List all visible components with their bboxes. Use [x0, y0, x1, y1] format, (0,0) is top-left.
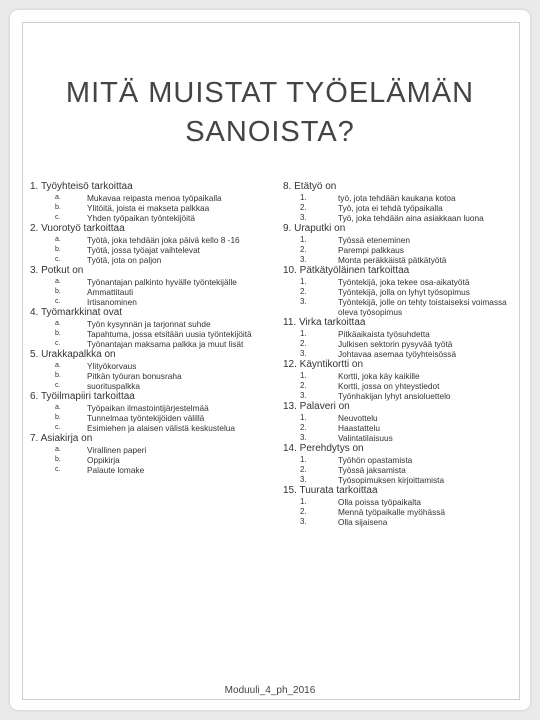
- answer-option: [30, 297, 270, 307]
- option-marker: c.: [55, 214, 61, 221]
- answer-option: [283, 213, 518, 223]
- option-text: Työntekijä, joka tekee osa-aikatyötä: [338, 277, 470, 287]
- question-heading: 8. Etätyö on: [283, 181, 337, 192]
- option-marker: a.: [55, 194, 61, 201]
- answer-option: [283, 255, 518, 265]
- question-heading: 12. Käyntikortti on: [283, 359, 364, 370]
- answer-option: [30, 339, 270, 349]
- option-text: Ylitöitä, joista ei makseta palkkaa: [87, 203, 210, 213]
- question-section: [283, 443, 518, 485]
- question-section: [30, 391, 270, 433]
- option-marker: b.: [55, 204, 61, 211]
- answer-option: [283, 235, 518, 245]
- answer-option: [283, 517, 518, 527]
- option-text: Irtisanominen: [87, 297, 137, 307]
- option-marker: 3.: [300, 349, 307, 358]
- option-text: Neuvottelu: [338, 413, 378, 423]
- option-marker: 2.: [300, 339, 307, 348]
- option-text: Työtä, jota on paljon: [87, 255, 162, 265]
- option-text: Työtä, joka tehdään joka päivä kello 8 -16: [87, 235, 240, 245]
- answer-option: [30, 413, 270, 423]
- option-marker: 2.: [300, 507, 307, 516]
- option-text: Kortti, joka käy kaikille: [338, 371, 420, 381]
- answer-option: [30, 361, 270, 371]
- option-text: Esimiehen ja alaisen välistä keskustelua: [87, 423, 236, 433]
- option-text: Työhön opastamista: [338, 455, 413, 465]
- option-marker: a.: [55, 278, 61, 285]
- answer-option: [30, 255, 270, 265]
- option-text: Virallinen paperi: [87, 445, 147, 455]
- answer-option: [283, 423, 518, 433]
- option-text: Mennä työpaikalle myöhässä: [338, 507, 445, 517]
- left-question-column: [30, 181, 270, 475]
- question-section: [30, 307, 270, 349]
- question-heading: 4. Työmarkkinat ovat: [30, 307, 123, 318]
- option-marker: 2.: [300, 423, 307, 432]
- question-heading: 5. Urakkapalkka on: [30, 349, 116, 360]
- answer-option: [283, 371, 518, 381]
- question-heading: 6. Työilmapiiri tarkoittaa: [30, 391, 135, 402]
- option-text: Työntekijä, jolla on lyhyt työsopimus: [338, 287, 470, 297]
- option-marker: b.: [55, 456, 61, 463]
- option-text: Haastattelu: [338, 423, 380, 433]
- question-heading: 13. Palaveri on: [283, 401, 350, 412]
- answer-option: [30, 277, 270, 287]
- answer-option: [283, 465, 518, 475]
- option-marker: 3.: [300, 517, 307, 526]
- answer-option: [30, 445, 270, 455]
- option-text: Ammattitauti: [87, 287, 134, 297]
- option-marker: 3.: [300, 475, 307, 484]
- right-question-column: [283, 181, 518, 527]
- option-text: Työ, jota ei tehdä työpaikalla: [338, 203, 443, 213]
- answer-option: [283, 413, 518, 423]
- option-text: Työssä jaksamista: [338, 465, 406, 475]
- option-text: Työnantajan maksama palkka ja muut lisät: [87, 339, 244, 349]
- slide-title: [22, 74, 518, 152]
- option-marker: a.: [55, 446, 61, 453]
- answer-option: [283, 203, 518, 213]
- option-text: Valintatilaisuus: [338, 433, 393, 443]
- question-section: [283, 181, 518, 223]
- option-marker: 2.: [300, 245, 307, 254]
- option-text: Pitkän työuran bonusraha: [87, 371, 182, 381]
- option-marker: 1.: [300, 371, 307, 380]
- option-text: Olla sijaisena: [338, 517, 388, 527]
- option-text: Mukavaa reipasta menoa työpaikalla: [87, 193, 222, 203]
- option-marker: c.: [55, 298, 61, 305]
- answer-option: [283, 475, 518, 485]
- option-marker: 1.: [300, 277, 307, 286]
- answer-option: [30, 329, 270, 339]
- answer-option: [30, 371, 270, 381]
- answer-option: [30, 213, 270, 223]
- answer-option: [30, 245, 270, 255]
- answer-option: [283, 245, 518, 255]
- option-text: Oppikirja: [87, 455, 120, 465]
- answer-option: [30, 193, 270, 203]
- answer-option: [283, 381, 518, 391]
- option-text: Julkisen sektorin pysyvää työtä: [338, 339, 453, 349]
- option-text: Työpaikan ilmastointijärjestelmää: [87, 403, 209, 413]
- option-text: Tunnelmaa työntekijöiden välillä: [87, 413, 205, 423]
- question-section: [283, 485, 518, 527]
- question-heading: 9. Uraputki on: [283, 223, 346, 234]
- option-text: Työsopimuksen kirjoittamista: [338, 475, 445, 485]
- question-section: [30, 433, 270, 475]
- answer-option: [283, 339, 518, 349]
- question-heading: 1. Työyhteisö tarkoittaa: [30, 181, 133, 192]
- title-line-1: MITÄ MUISTAT TYÖELÄMÄN: [65, 77, 475, 110]
- question-section: [283, 265, 518, 317]
- question-heading: 15. Tuurata tarkoittaa: [283, 485, 378, 496]
- option-marker: 1.: [300, 329, 307, 338]
- answer-option: [283, 349, 518, 359]
- option-marker: 1.: [300, 235, 307, 244]
- option-marker: 3.: [300, 297, 307, 306]
- option-text: Työn kysynnän ja tarjonnat suhde: [87, 319, 211, 329]
- option-text: Parempi palkkaus: [338, 245, 404, 255]
- option-text: Pitkäaikaista työsuhdetta: [338, 329, 430, 339]
- option-marker: 2.: [300, 287, 307, 296]
- option-text: Yhden työpaikan työntekijöitä: [87, 213, 195, 223]
- option-text: Johtavaa asemaa työyhteisössä: [338, 349, 457, 359]
- title-line-2: SANOISTA?: [185, 116, 355, 149]
- answer-option: [30, 381, 270, 391]
- question-section: [283, 359, 518, 401]
- option-text: työ, jota tehdään kaukana kotoa: [338, 193, 456, 203]
- option-marker: 3.: [300, 255, 307, 264]
- answer-option: [283, 391, 518, 401]
- option-text: Kortti, jossa on yhteystiedot: [338, 381, 440, 391]
- answer-option: [30, 403, 270, 413]
- option-marker: c.: [55, 256, 61, 263]
- option-marker: b.: [55, 414, 61, 421]
- option-marker: a.: [55, 404, 61, 411]
- question-section: [283, 401, 518, 443]
- option-marker: 2.: [300, 203, 307, 212]
- answer-option: [283, 193, 518, 203]
- answer-option: [30, 455, 270, 465]
- question-heading: 14. Perehdytys on: [283, 443, 364, 454]
- question-heading: 10. Pätkätyöläinen tarkoittaa: [283, 265, 410, 276]
- option-marker: a.: [55, 362, 61, 369]
- option-marker: c.: [55, 466, 61, 473]
- answer-option: [283, 287, 518, 297]
- answer-option: [283, 455, 518, 465]
- option-marker: b.: [55, 330, 61, 337]
- option-marker: a.: [55, 236, 61, 243]
- answer-option: [283, 297, 518, 317]
- question-section: [30, 349, 270, 391]
- option-text: Ylityökorvaus: [87, 361, 137, 371]
- answer-option: [283, 497, 518, 507]
- option-text: Työ, joka tehdään aina asiakkaan luona: [338, 213, 484, 223]
- option-text: suorituspalkka: [87, 381, 141, 391]
- option-text: Olla poissa työpaikalta: [338, 497, 422, 507]
- answer-option: [283, 329, 518, 339]
- answer-option: [283, 433, 518, 443]
- option-text: Työtä, jossa työajat vaihtelevat: [87, 245, 200, 255]
- answer-option: [283, 507, 518, 517]
- option-marker: 1.: [300, 413, 307, 422]
- answer-option: [283, 277, 518, 287]
- answer-option: [30, 423, 270, 433]
- footer-text: Moduuli_4_ph_2016: [224, 685, 316, 696]
- option-marker: 3.: [300, 213, 307, 222]
- option-marker: c.: [55, 340, 61, 347]
- question-heading: 7. Asiakirja on: [30, 433, 93, 444]
- question-heading: 3. Potkut on: [30, 265, 84, 276]
- question-heading: 11. Virka tarkoittaa: [283, 317, 366, 328]
- option-marker: b.: [55, 288, 61, 295]
- option-text: Monta peräkkäistä pätkätyötä: [338, 255, 447, 265]
- option-text: Työnhakijan lyhyt ansioluettelo: [338, 391, 451, 401]
- option-marker: 2.: [300, 381, 307, 390]
- option-marker: 1.: [300, 497, 307, 506]
- question-heading: 2. Vuorotyö tarkoittaa: [30, 223, 125, 234]
- answer-option: [30, 203, 270, 213]
- option-marker: 2.: [300, 465, 307, 474]
- option-marker: 3.: [300, 433, 307, 442]
- option-marker: c.: [55, 424, 61, 431]
- question-section: [283, 223, 518, 265]
- answer-option: [30, 235, 270, 245]
- option-text: Työnantajan palkinto hyvälle työntekijälle: [87, 277, 237, 287]
- answer-option: [30, 287, 270, 297]
- answer-option: [30, 465, 270, 475]
- question-section: [283, 317, 518, 359]
- question-section: [30, 181, 270, 223]
- question-section: [30, 265, 270, 307]
- option-marker: b.: [55, 372, 61, 379]
- option-marker: c.: [55, 382, 61, 389]
- option-marker: 3.: [300, 391, 307, 400]
- option-text: Työntekijä, jolle on tehty toistaiseksi voimassa oleva työsopimus: [338, 297, 507, 317]
- option-text: Tapahtuma, jossa etsitään uusia työntekijöitä: [87, 329, 252, 339]
- option-marker: 1.: [300, 455, 307, 464]
- option-marker: 1.: [300, 193, 307, 202]
- answer-option: [30, 319, 270, 329]
- question-section: [30, 223, 270, 265]
- option-marker: b.: [55, 246, 61, 253]
- option-text: Palaute lomake: [87, 465, 145, 475]
- option-marker: a.: [55, 320, 61, 327]
- option-text: Työssä eteneminen: [338, 235, 410, 245]
